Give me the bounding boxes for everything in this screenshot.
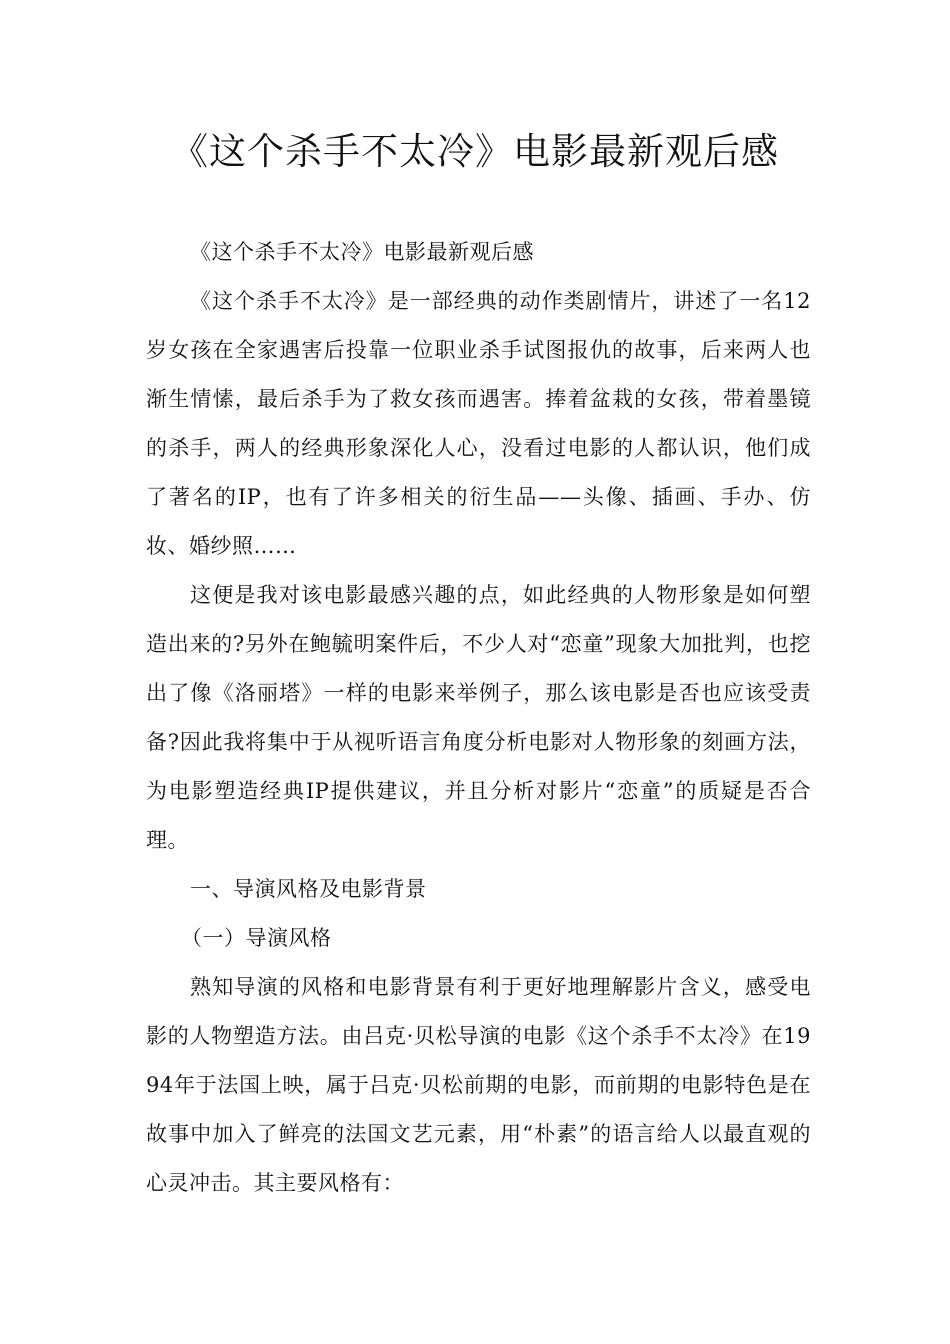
section-heading-1: 一、导演风格及电影背景 bbox=[190, 877, 427, 901]
document-title: 《这个杀手不太冷》电影最新观后感 bbox=[171, 130, 779, 173]
document-body bbox=[146, 228, 811, 1208]
paragraph-subtitle: 《这个杀手不太冷》电影最新观后感 bbox=[190, 240, 534, 264]
section-heading-1-1: （一）导演风格 bbox=[181, 926, 332, 950]
paragraph-interest: 这便是我对该电影最感兴趣的点，如此经典的人物形象是如何塑造出来的?另外在鲍毓明案件后，不少人对“恋童”现象大加批判，也挖出了像《洛丽塔》一样的电影来举例子，那么该电影是否也应该受责备?因此我将集中于从视听语言角度分析电影对人物形象的刻画方法，为电影塑造经典IP提供建议，并且分析对影片“恋童”的质疑是否合理。 bbox=[146, 583, 811, 852]
paragraph-intro: 《这个杀手不太冷》是一部经典的动作类剧情片，讲述了一名12岁女孩在全家遇害后投靠一位职业杀手试图报仇的故事，后来两人也渐生情愫，最后杀手为了救女孩而遇害。捧着盆栽的女孩，带着墨镜的杀手，两人的经典形象深化人心，没看过电影的人都认识，他们成了著名的IP，也有了许多相关的衍生品——头像、插画、手办、仿妆、婚纱照…… bbox=[146, 289, 811, 558]
paragraph-director-style: 熟知导演的风格和电影背景有利于更好地理解影片含义，感受电影的人物塑造方法。由吕克·贝松导演的电影《这个杀手不太冷》在1994年于法国上映，属于吕克·贝松前期的电影，而前期的电影特色是在故事中加入了鲜亮的法国文艺元素，用“朴素”的语言给人以最直观的心灵冲击。其主要风格有： bbox=[146, 975, 811, 1195]
